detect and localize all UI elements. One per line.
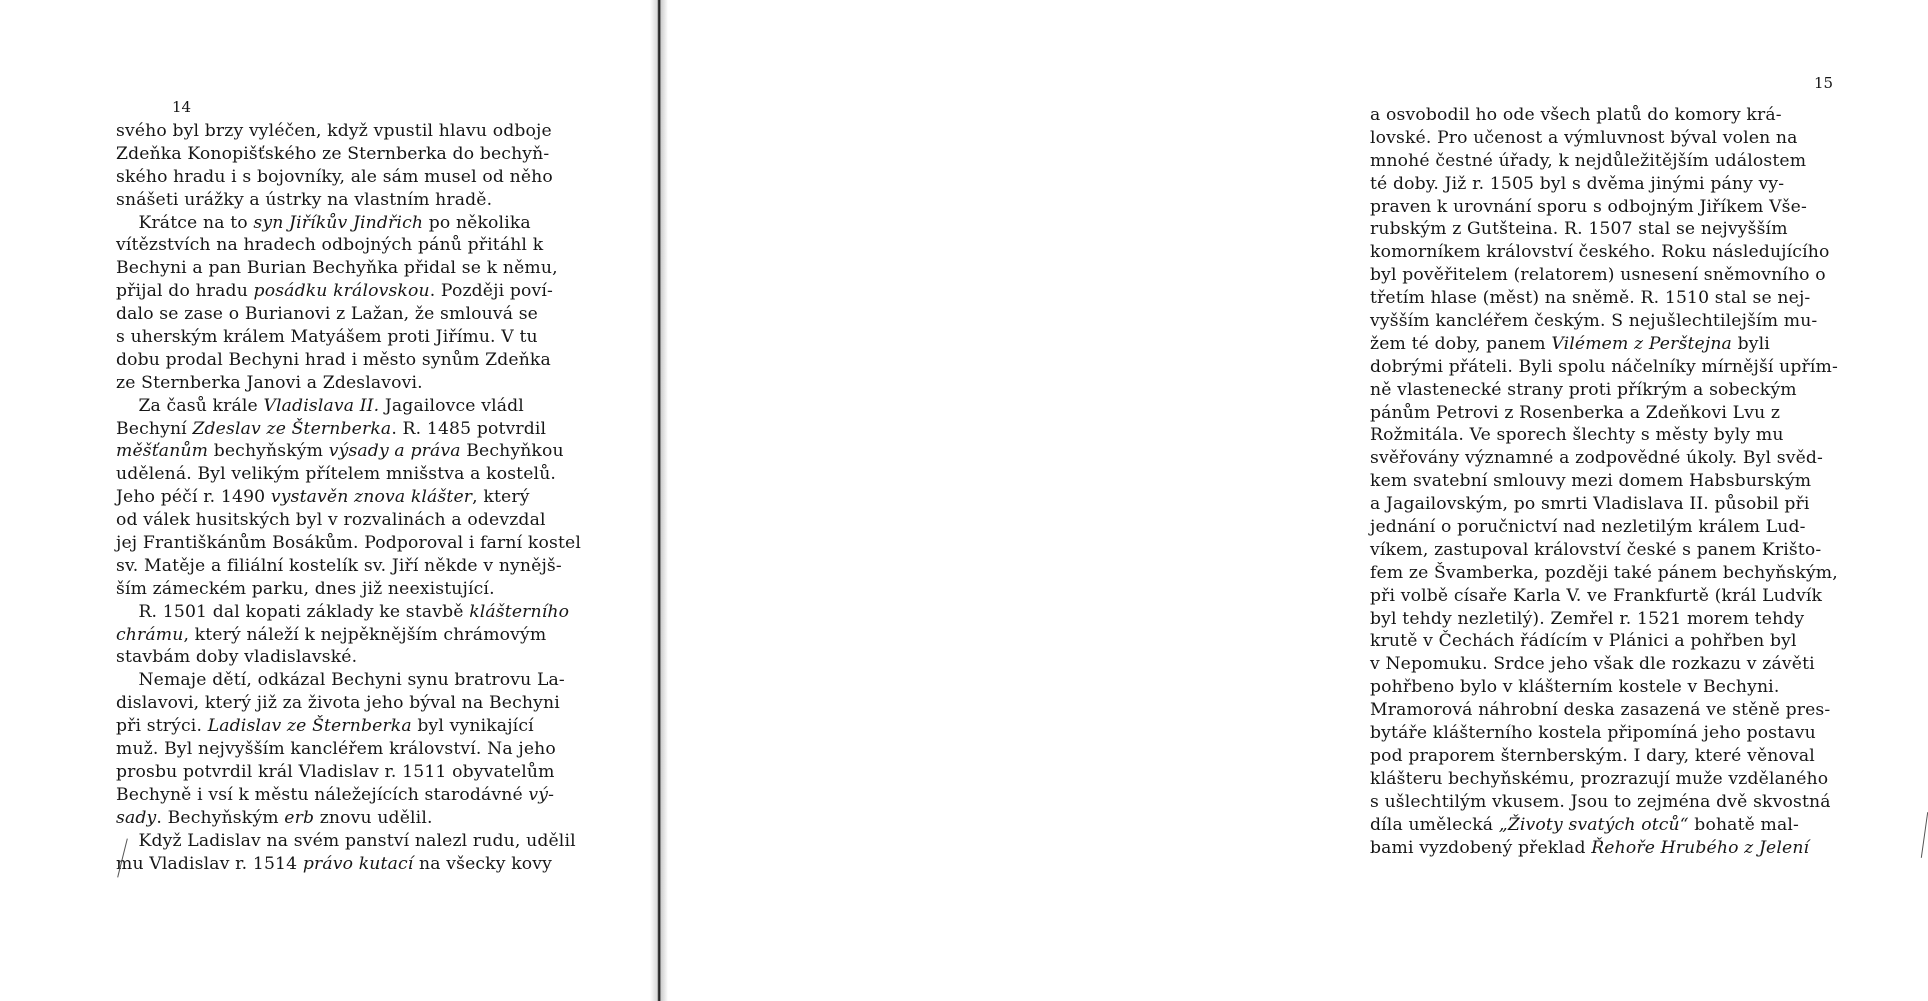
text-segment: komorníkem království českého. Roku následujícího [1370, 242, 1830, 263]
text-segment: Jeho péčí r. 1490 [116, 487, 271, 508]
text-segment: , který náleží k nejpěknějším chrámovým [183, 624, 547, 645]
text-line [116, 166, 634, 189]
text-line [1370, 791, 1898, 814]
text-line [116, 143, 634, 166]
text-segment: po několika [423, 212, 531, 233]
text-segment: ského hradu i s bojovníky, ale sám musel od něho [116, 166, 553, 187]
text-line [1370, 539, 1898, 562]
text-segment: byl tehdy nezletilý). Zemřel r. 1521 morem tehdy [1370, 608, 1805, 629]
text-line [1370, 310, 1898, 333]
text-line [1370, 562, 1898, 585]
text-line [1370, 196, 1898, 219]
text-segment: , který [472, 487, 530, 508]
text-segment: chrámu [116, 624, 184, 645]
text-segment: svěřovány významné a zodpovědné úkoly. Byl svěd- [1370, 448, 1824, 469]
text-segment: sady [116, 807, 157, 828]
text-segment: erb [284, 807, 315, 828]
text-segment: udělená. Byl velikým přítelem mnišstva a kostelů. [116, 464, 557, 485]
text-segment: prosbu potvrdil král Vladislav r. 1511 obyvatelům [116, 761, 555, 782]
text-line [116, 715, 634, 738]
text-line [1370, 768, 1898, 791]
text-segment: bohatě mal- [1688, 814, 1800, 835]
text-line [116, 669, 634, 692]
text-segment: bytáře klášterního kostela připomíná jeho postavu [1370, 723, 1816, 744]
pencil-mark [1921, 812, 1928, 858]
text-line [1370, 424, 1898, 447]
text-segment: znovu udělil. [314, 807, 433, 828]
text-segment: bami vyzdobený překlad [1370, 837, 1592, 858]
text-line [116, 372, 634, 395]
text-segment: klášterního [469, 601, 570, 622]
text-line [116, 303, 634, 326]
text-segment: ně vlastenecké strany proti příkrým a sobeckým [1370, 379, 1797, 400]
text-line [116, 784, 634, 807]
text-segment: Řehoře Hrubého z Jelení [1591, 837, 1810, 858]
text-segment: byli [1731, 333, 1770, 354]
text-segment: a Jagailovským, po smrti Vladislava II. působil při [1370, 494, 1810, 515]
text-segment: jej Františkánům Bosákům. Podporoval i farní kostel [116, 533, 581, 554]
text-line [116, 120, 634, 143]
text-line [116, 532, 634, 555]
text-segment: vystavěn znova klášter [270, 487, 473, 508]
text-segment: svého byl brzy vyléčen, když vpustil hlavu odboje [116, 121, 552, 141]
text-line [1370, 402, 1898, 425]
text-segment: dobrými přáteli. Byli spolu náčelníky mírnější upřím- [1370, 356, 1838, 377]
text-line [116, 555, 634, 578]
text-segment: dalo se zase o Burianovi z Lažan, že smlouvá se [116, 304, 538, 325]
text-segment: posádku královskou [253, 281, 430, 302]
text-segment: mnohé čestné úřady, k nejdůležitějším událostem [1370, 150, 1807, 171]
text-segment: jednání o poručnictví nad nezletilým králem Lud- [1370, 517, 1806, 538]
text-line [116, 280, 634, 303]
text-segment: krutě v Čechách řádícím v Plánici a pohřben byl [1370, 631, 1797, 652]
text-segment: Bechyní [116, 418, 193, 439]
text-line [1370, 745, 1898, 768]
left-page [0, 0, 650, 1001]
text-line [116, 326, 634, 349]
text-segment: při volbě císaře Karla V. ve Frankfurtě (král Ludvík [1370, 585, 1823, 606]
text-line [1370, 379, 1898, 402]
left-page-text [116, 120, 634, 875]
text-segment: pohřbeno bylo v klášterním kostele v Bechyni. [1370, 677, 1780, 698]
text-line [1370, 699, 1898, 722]
text-segment: Vilémem z Perštejna [1551, 333, 1732, 354]
text-segment: přijal do hradu [116, 281, 254, 302]
text-segment: byl vynikající [411, 716, 534, 737]
text-line [1370, 127, 1898, 150]
text-line [116, 257, 634, 280]
text-segment: Ladislav ze Šternberka [207, 716, 412, 737]
text-segment: právo kutací [302, 853, 414, 874]
text-line [1370, 837, 1898, 860]
text-line [116, 830, 634, 853]
text-segment: ším zámeckém parku, dnes již neexistující. [116, 578, 495, 599]
text-line [1370, 630, 1898, 653]
text-segment: žem té doby, panem [1370, 333, 1552, 354]
text-segment: Krátce na to [116, 212, 254, 233]
text-segment: . Později poví- [429, 281, 553, 302]
text-line [1370, 241, 1898, 264]
text-line [116, 189, 634, 212]
text-segment: praven k urovnání sporu s odbojným Jiříkem Vše- [1370, 196, 1807, 217]
text-segment: mu Vladislav r. 1514 [116, 853, 303, 874]
text-segment: vítězstvích na hradech odbojných pánů přitáhl k [116, 235, 544, 256]
text-line [1370, 150, 1898, 173]
text-segment: stavbám doby vladislavské. [116, 647, 358, 668]
text-line [116, 807, 634, 830]
text-segment: měšťanům [116, 441, 209, 462]
text-segment: dobu prodal Bechyni hrad i město synům Zdeňka [116, 349, 551, 370]
text-line [1370, 356, 1898, 379]
text-line [116, 692, 634, 715]
right-page-text [1370, 104, 1898, 859]
text-segment: Když Ladislav na svém panství nalezl rudu, udělil [116, 830, 576, 851]
text-segment: a osvobodil ho ode všech platů do komory krá- [1370, 105, 1782, 125]
text-line [1370, 470, 1898, 493]
text-line [1370, 814, 1898, 837]
text-segment: sv. Matěje a filiální kostelík sv. Jiří někde v nynějš- [116, 555, 562, 576]
text-segment: Mramorová náhrobní deska zasazená ve stěně pres- [1370, 700, 1831, 721]
text-line [116, 212, 634, 235]
text-line [116, 601, 634, 624]
text-line [116, 853, 634, 876]
text-segment: Vladislava II. [263, 395, 380, 416]
text-line [1370, 608, 1898, 631]
text-segment: v Nepomuku. Srdce jeho však dle rozkazu v závěti [1370, 654, 1815, 675]
text-line [116, 418, 634, 441]
text-line [116, 738, 634, 761]
text-segment: výsady a práva [328, 441, 461, 462]
text-segment: víkem, zastupoval království české s panem Krišto- [1370, 539, 1822, 560]
text-line [1370, 722, 1898, 745]
text-line [1370, 676, 1898, 699]
text-line [1370, 493, 1898, 516]
text-segment: rubským z Gutšteina. R. 1507 stal se nejvyšším [1370, 219, 1788, 240]
text-segment: bechyňským [208, 441, 329, 462]
text-segment: „Životy svatých otců“ [1498, 814, 1689, 835]
text-line [116, 646, 634, 669]
text-line [116, 395, 634, 418]
text-segment: kem svatební smlouvy mezi domem Habsburským [1370, 471, 1812, 492]
text-segment: Rožmitála. Ve sporech šlechty s městy byly mu [1370, 425, 1784, 446]
text-segment: s ušlechtilým vkusem. Jsou to zejména dvě skvostná [1370, 791, 1831, 812]
text-line [1370, 333, 1898, 356]
text-segment: od válek husitských byl v rozvalinách a odevzdal [116, 510, 546, 531]
text-segment: muž. Byl nejvyšším kancléřem království. Na jeho [116, 739, 556, 760]
text-segment: s uherským králem Matyášem proti Jiřímu. V tu [116, 327, 538, 348]
text-segment: Bechyni a pan Burian Bechyňka přidal se k němu, [116, 258, 558, 279]
text-segment: pánům Petrovi z Rosenberka a Zdeňkovi Lvu z [1370, 402, 1781, 423]
text-segment: lovské. Pro učenost a výmluvnost býval volen na [1370, 127, 1798, 148]
text-line [116, 578, 634, 601]
text-segment: R. 1501 dal kopati základy ke stavbě [116, 601, 470, 622]
text-line [1370, 447, 1898, 470]
text-segment: vý- [528, 784, 555, 805]
text-segment: Za časů krále [116, 395, 264, 416]
text-segment: Nemaje dětí, odkázal Bechyni synu bratrovu La- [116, 670, 565, 691]
text-line [116, 463, 634, 486]
text-line [1370, 264, 1898, 287]
text-segment: klášteru bechyňskému, prozrazují muže vzdělaného [1370, 768, 1829, 789]
text-segment: syn Jiříkův Jindřich [253, 212, 424, 233]
text-line [116, 486, 634, 509]
text-line [116, 761, 634, 784]
text-segment: Bechyně i vsí k městu náležejících starodávné [116, 784, 529, 805]
text-line [116, 440, 634, 463]
text-segment: Bechyňkou [460, 441, 564, 462]
text-line [1370, 173, 1898, 196]
right-page [668, 0, 1838, 1001]
text-segment: byl pověřitelem (relatorem) usnesení sněmovního o [1370, 265, 1826, 286]
text-line [1370, 516, 1898, 539]
text-line [1370, 585, 1898, 608]
text-line [1370, 287, 1898, 310]
text-segment: třetím hlase (měst) na sněmě. R. 1510 stal se nej- [1370, 288, 1811, 309]
text-segment: při strýci. [116, 716, 208, 737]
text-line [1370, 104, 1898, 127]
page-number-right: 15 [1814, 74, 1834, 92]
text-segment: vyšším kancléřem českým. S nejušlechtilejším mu- [1370, 311, 1818, 332]
text-segment: té doby. Již r. 1505 byl s dvěma jinými pány vy- [1370, 173, 1785, 194]
text-segment: Zdeňka Konopišťského ze Sternberka do bechyň- [116, 143, 550, 164]
text-segment: fem ze Švamberka, později také pánem bechyňským, [1370, 562, 1838, 583]
text-segment: ze Sternberka Janovi a Zdeslavovi. [116, 372, 423, 393]
text-line [116, 509, 634, 532]
text-segment: pod praporem šternberským. I dary, které věnoval [1370, 745, 1815, 766]
text-line [116, 624, 634, 647]
text-line [1370, 653, 1898, 676]
text-segment: dislavovi, který již za života jeho býval na Bechyni [116, 693, 560, 714]
text-segment: snášeti urážky a ústrky na vlastním hradě. [116, 189, 493, 210]
text-line [116, 234, 634, 257]
text-segment: . R. 1485 potvrdil [391, 418, 547, 439]
text-segment: Zdeslav ze Šternberka [192, 418, 392, 439]
text-line [1370, 218, 1898, 241]
text-segment: díla umělecká [1370, 814, 1499, 835]
text-segment: na všecky kovy [413, 853, 552, 874]
text-segment: . Bechyňským [156, 807, 285, 828]
text-line [116, 349, 634, 372]
page-number-left: 14 [172, 98, 192, 116]
book-gutter [650, 0, 668, 1001]
text-segment: Jagailovce vládl [379, 395, 524, 416]
